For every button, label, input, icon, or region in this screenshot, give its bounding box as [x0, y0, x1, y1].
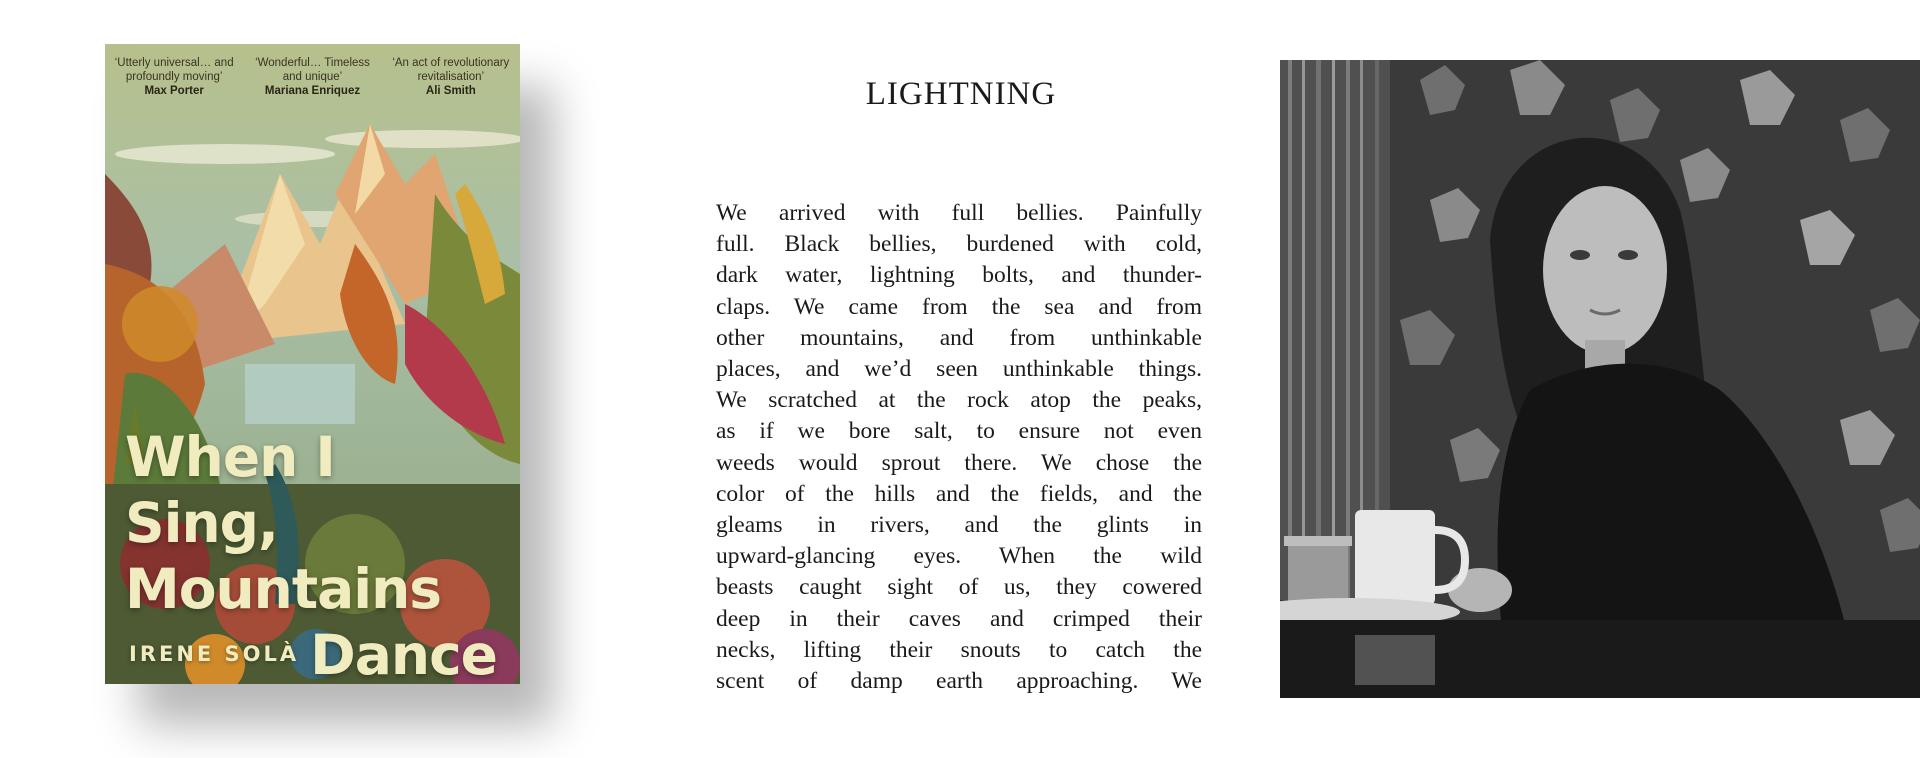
excerpt-line: beasts caught sight of us, they cowered — [716, 574, 1202, 601]
book-cover — [105, 44, 520, 684]
excerpt-line: We scratched at the rock atop the peaks, — [716, 387, 1202, 414]
cover-quote — [248, 56, 376, 126]
author-photo-image — [1280, 60, 1920, 698]
excerpt-line: scent of damp earth approaching. We — [716, 668, 1202, 695]
cover-quote — [387, 56, 515, 126]
cover-quotes — [105, 56, 520, 126]
excerpt-line: color of the hills and the fields, and the — [716, 480, 1202, 507]
book-title-line: Dance — [310, 623, 497, 684]
quote-author: Mariana Enriquez — [264, 85, 361, 97]
excerpt-line: dark water, lightning bolts, and thunder- — [716, 262, 1202, 289]
book-author: IRENE SOLÀ — [129, 642, 300, 666]
excerpt-line: other mountains, and from unthinkable — [716, 324, 1202, 351]
quote-author: Ali Smith — [425, 85, 476, 97]
excerpt-line: necks, lifting their snouts to catch the — [716, 636, 1202, 663]
excerpt-line: weeds would sprout there. We chose the — [716, 449, 1202, 476]
excerpt-line: We arrived with full bellies. Painfully — [716, 200, 1202, 226]
excerpt-text — [716, 198, 1202, 697]
quote-text: ‘Wonderful… Timeless and unique’ — [255, 57, 370, 83]
book-title-line: When I Sing, — [125, 425, 335, 555]
quote-text: ‘An act of revolutionary revitalisation’ — [392, 57, 510, 83]
excerpt-line: places, and we’d seen unthinkable things. — [716, 356, 1202, 383]
quote-author: Max Porter — [144, 85, 204, 97]
author-photo — [1280, 60, 1920, 698]
book-title-line: Mountains — [125, 557, 441, 621]
excerpt-line: full. Black bellies, burdened with cold, — [716, 231, 1202, 258]
excerpt-line: gleams in rivers, and the glints in — [716, 512, 1202, 539]
excerpt-line: as if we bore salt, to ensure not even — [716, 418, 1202, 445]
cover-quote — [110, 56, 238, 126]
chapter-title: LIGHTNING — [865, 76, 1057, 112]
quote-text: ‘Utterly universal… and profoundly moving’ — [114, 57, 234, 83]
excerpt-line: claps. We came from the sea and from — [716, 293, 1202, 320]
excerpt-line: upward-glancing eyes. When the wild — [716, 543, 1202, 570]
excerpt-line: deep in their caves and crimped their — [716, 605, 1202, 632]
